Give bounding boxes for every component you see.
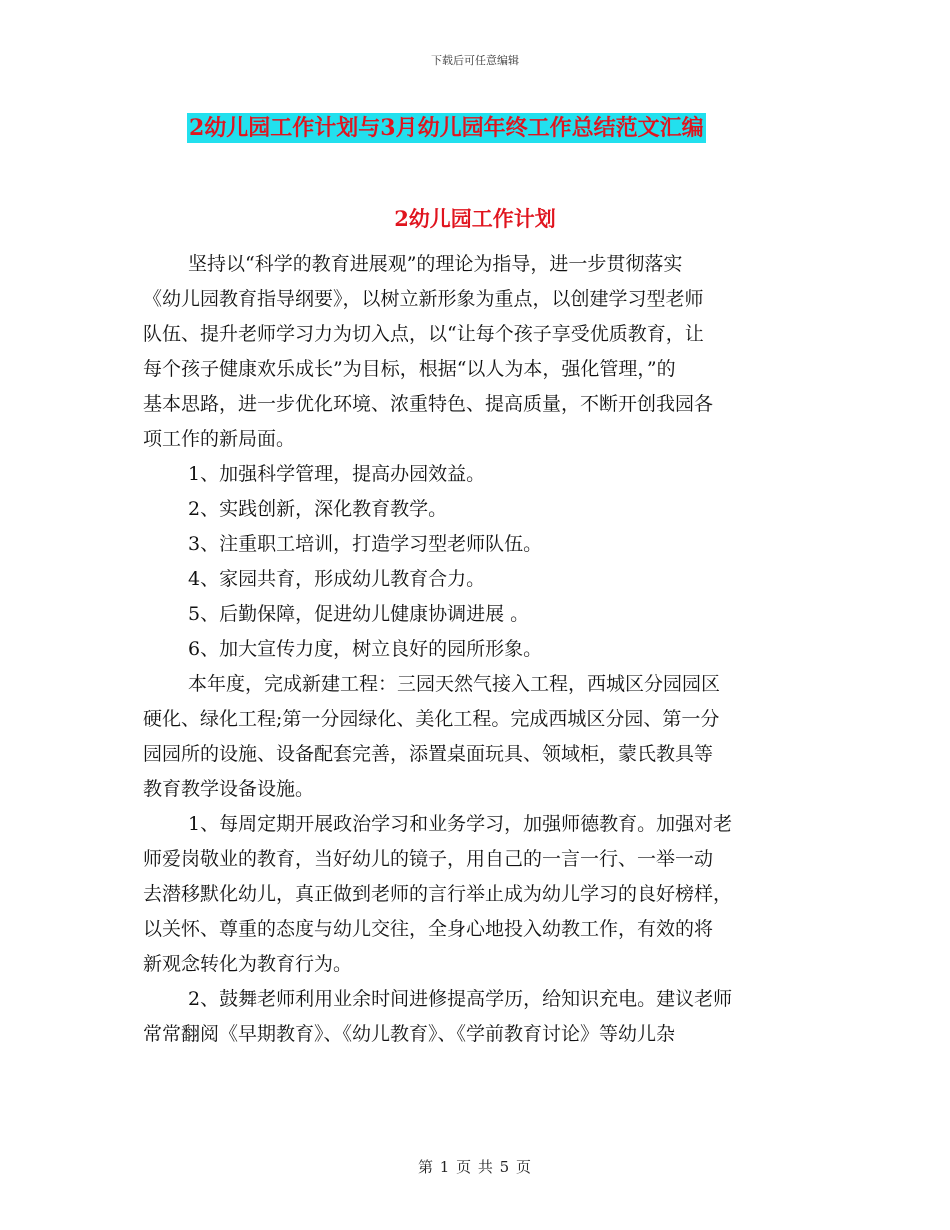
text-line: 1、每周定期开展政治学习和业务学习，加强师德教育。加强对老 <box>188 813 733 835</box>
list-item: 1、加强科学管理，提高办园效益。 <box>188 463 486 485</box>
text-line: 硬化、绿化工程;第一分园绿化、美化工程。完成西城区分园、第一分 <box>143 708 720 730</box>
text-line: 新观念转化为教育行为。 <box>143 953 353 975</box>
text-line: 去潜移默化幼儿，真正做到老师的言行举止成为幼儿学习的良好榜样， <box>143 883 733 905</box>
text-line: 项工作的新局面。 <box>143 428 296 450</box>
page-footer: 第 1 页 共 5 页 <box>418 1158 532 1176</box>
text-line: 队伍、提升老师学习力为切入点，以“让每个孩子享受优质教育，让 <box>143 323 704 345</box>
list-item: 5、后勤保障，促进幼儿健康协调进展 。 <box>188 603 530 625</box>
text-line: 以关怀、尊重的态度与幼儿交往，全身心地投入幼教工作，有效的将 <box>143 918 714 940</box>
text-line: 本年度，完成新建工程：三园天然气接入工程，西城区分园园区 <box>188 673 721 695</box>
document-title: 2幼儿园工作计划与3月幼儿园年终工作总结范文汇编 <box>189 115 704 141</box>
body-text <box>143 247 808 1052</box>
text-line: 坚持以“科学的教育进展观”的理论为指导，进一步贯彻落实 <box>188 253 683 275</box>
text-line: 常常翻阅《早期教育》、《幼儿教育》、《学前教育讨论》等幼儿杂 <box>143 1023 676 1045</box>
list-item: 6、加大宣传力度，树立良好的园所形象。 <box>188 638 543 660</box>
text-line: 每个孩子健康欢乐成长”为目标，根据“以人为本，强化管理，”的 <box>143 358 676 380</box>
section-title: 2幼儿园工作计划 <box>394 206 556 231</box>
text-line: 园园所的设施、设备配套完善，添置桌面玩具、领域柜，蒙氏教具等 <box>143 743 714 765</box>
list-item: 2、实践创新，深化教育教学。 <box>188 498 448 520</box>
list-item: 4、家园共育，形成幼儿教育合力。 <box>188 568 486 590</box>
text-line: 2、鼓舞老师利用业余时间进修提高学历，给知识充电。建议老师 <box>188 988 733 1010</box>
text-line: 师爱岗敬业的教育，当好幼儿的镜子，用自己的一言一行、一举一动 <box>143 848 714 870</box>
list-item: 3、注重职工培训，打造学习型老师队伍。 <box>188 533 543 555</box>
text-line: 教育教学设备设施。 <box>143 778 315 800</box>
text-line: 基本思路，进一步优化环境、浓重特色、提高质量，不断开创我园各 <box>143 393 714 415</box>
text-line: 《幼儿园教育指导纲要》，以树立新形象为重点，以创建学习型老师 <box>143 288 704 310</box>
header-note: 下载后可任意编辑 <box>431 54 519 67</box>
